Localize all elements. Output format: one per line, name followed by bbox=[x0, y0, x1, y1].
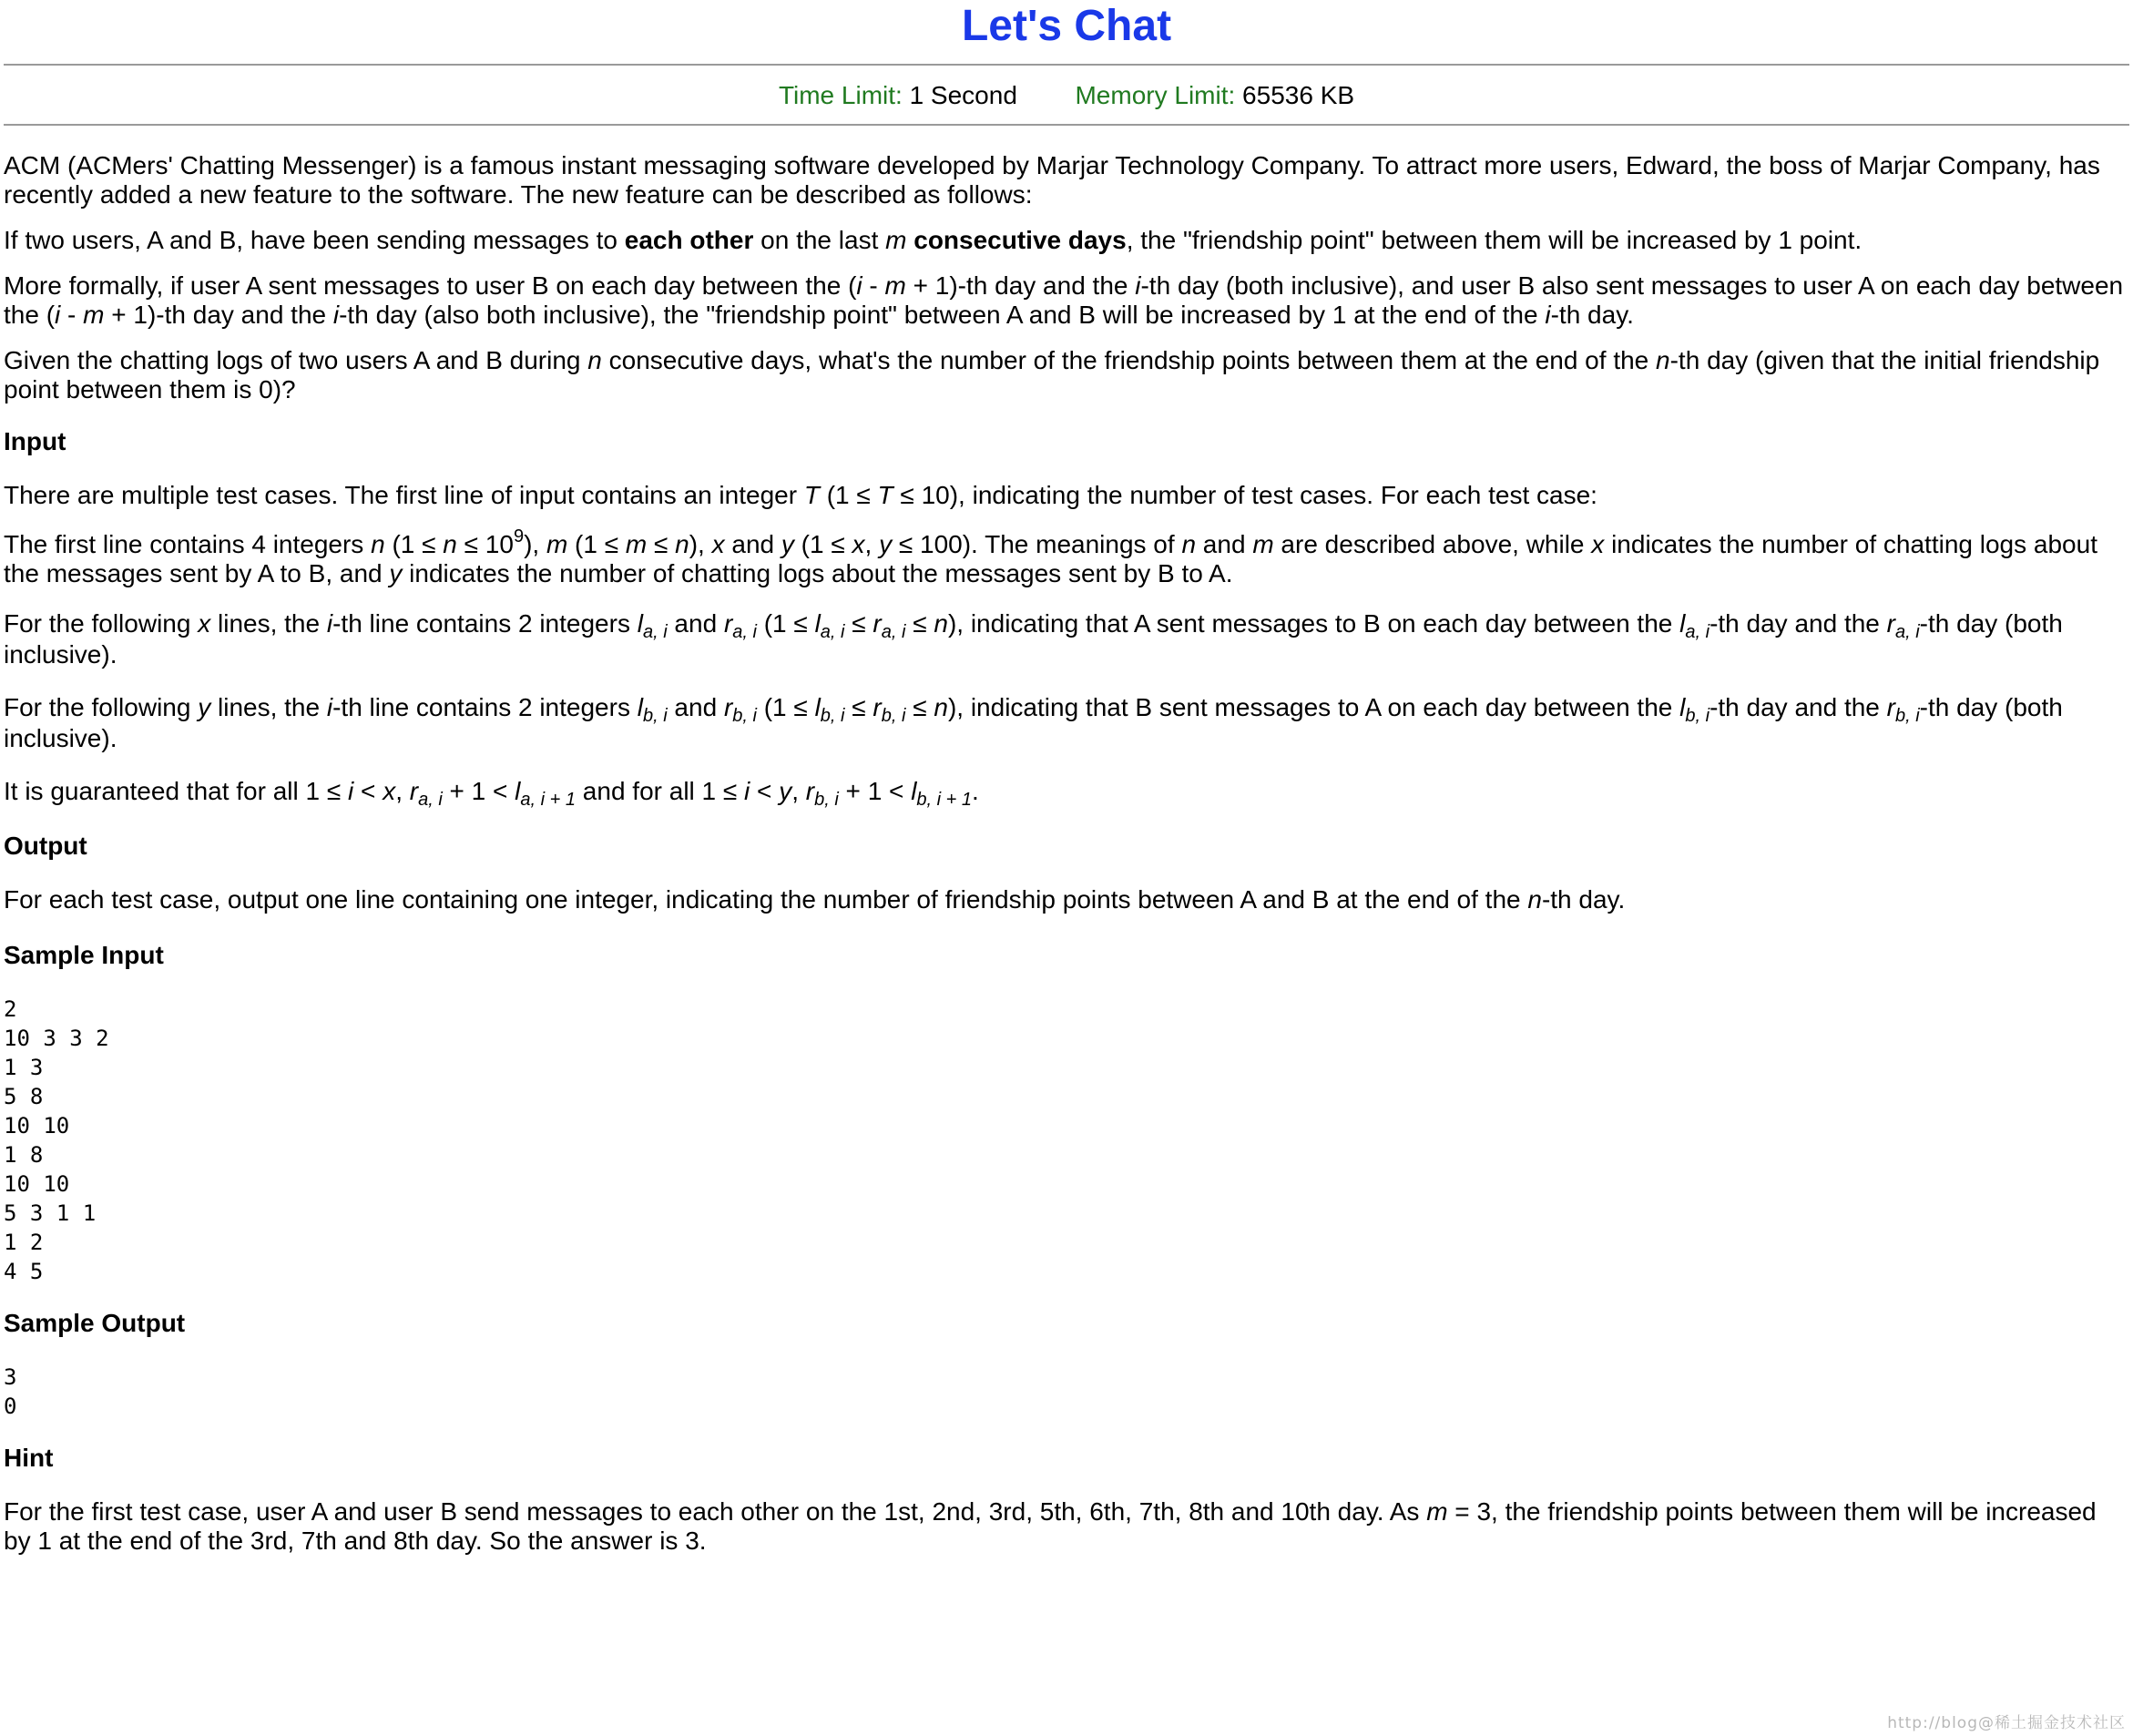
time-limit-value: 1 Second bbox=[909, 81, 1017, 109]
sample-input-heading: Sample Input bbox=[4, 941, 164, 969]
output-heading: Output bbox=[4, 832, 87, 860]
description-paragraph-3: More formally, if user A sent messages to user B on each day between the (i - m + 1)-th day and the i-th day (both inclusive), and user B also sent messages to user A on each day between the (i - m + 1)-th day and the i-th day (also both inclusive), the "friendship point" between A and B will be increased by 1 at the end of the i-th day. bbox=[4, 271, 2124, 329]
input-paragraph-2: The first line contains 4 integers n $(1 \le n \le 10^9)$, m (1 ≤ m ≤ n), x and y (1 ≤ x, y ≤ 100). The meanings of n and m are described above, while x indicates the number of chatting logs about the messages sent by A to B, and y indicates the number of chatting logs about the messages sent by B to A. bbox=[4, 526, 2097, 587]
input-paragraph-3: For the following x lines, the i-th line contains 2 integers $l_{a, i}$ and $r_{a, i}$ $(1 \le l_{a, i} \le r_{a, i} \le n)$, indicating that A sent messages to B on each day between the $l_{a, i}-th$ day and the $r_{a, i}-th$ day (both inclusive). bbox=[4, 609, 2063, 669]
sample-input-block: 2 10 3 3 2 1 3 5 8 10 10 1 8 10 10 5 3 1 1 1 2 4 5 bbox=[4, 996, 109, 1284]
title-divider bbox=[4, 64, 2129, 66]
watermark-text: http://blog@稀土掘金技术社区 bbox=[1887, 1714, 2126, 1732]
output-paragraph-1: For each test case, output one line containing one integer, indicating the number of friendship points between A and B at the end of the n-th day. bbox=[4, 885, 1626, 914]
description-paragraph-1: ACM (ACMers' Chatting Messenger) is a famous instant messaging software developed by Marjar Technology Company. To attract more users, Edward, the boss of Marjar Company, has recently added a new feature to the software. The new feature can be described as follows: bbox=[4, 151, 2100, 209]
limits-bar bbox=[4, 80, 2129, 111]
input-paragraph-1: There are multiple test cases. The first line of input contains an integer T (1 ≤ T ≤ 10), indicating the number of test cases. For each test case: bbox=[4, 481, 1597, 509]
hint-paragraph-1: For the first test case, user A and user B send messages to each other on the 1st, 2nd, 3rd, 5th, 6th, 7th, 8th and 10th day. As m = 3, the friendship points between them will be increased by 1 at the end of the 3rd, 7th and 8th day. So the answer is 3. bbox=[4, 1497, 2097, 1555]
memory-limit-label: Memory Limit: bbox=[1075, 81, 1236, 109]
limits-divider bbox=[4, 124, 2129, 126]
sample-output-heading: Sample Output bbox=[4, 1309, 186, 1337]
input-heading: Input bbox=[4, 427, 66, 455]
description-paragraph-4: Given the chatting logs of two users A and B during n consecutive days, what's the number of the friendship points between them at the end of the n-th day (given that the initial friendship point between them is 0)? bbox=[4, 346, 2100, 403]
time-limit-label: Time Limit: bbox=[778, 81, 903, 109]
sample-output-block: 3 0 bbox=[4, 1364, 17, 1419]
input-paragraph-4: For the following y lines, the i-th line contains 2 integers $l_{b, i}$ and $r_{b, i}$ $(1 \le l_{b, i} \le r_{b, i} \le n)$, indicating that B sent messages to A on each day between the $l_{b, i}-th$ day and the $r_{b, i}-th$ day (both inclusive). bbox=[4, 693, 2063, 752]
problem-page bbox=[4, 0, 2129, 1556]
hint-heading: Hint bbox=[4, 1444, 54, 1472]
input-paragraph-5: It is guaranteed that for all 1 ≤ i < x, $r_{a, i} + 1 < l_{a, i + 1}$ and for all 1 ≤ i < y, $r_{b, i} + 1 < l_{b, i + 1}$. bbox=[4, 777, 979, 810]
description-paragraph-2: If two users, A and B, have been sending messages to each other on the last m consecutive days, the "friendship point" between them will be increased by 1 point. bbox=[4, 226, 1863, 254]
memory-limit-value: 65536 KB bbox=[1242, 81, 1355, 109]
page-title: Let's Chat bbox=[961, 2, 1172, 50]
